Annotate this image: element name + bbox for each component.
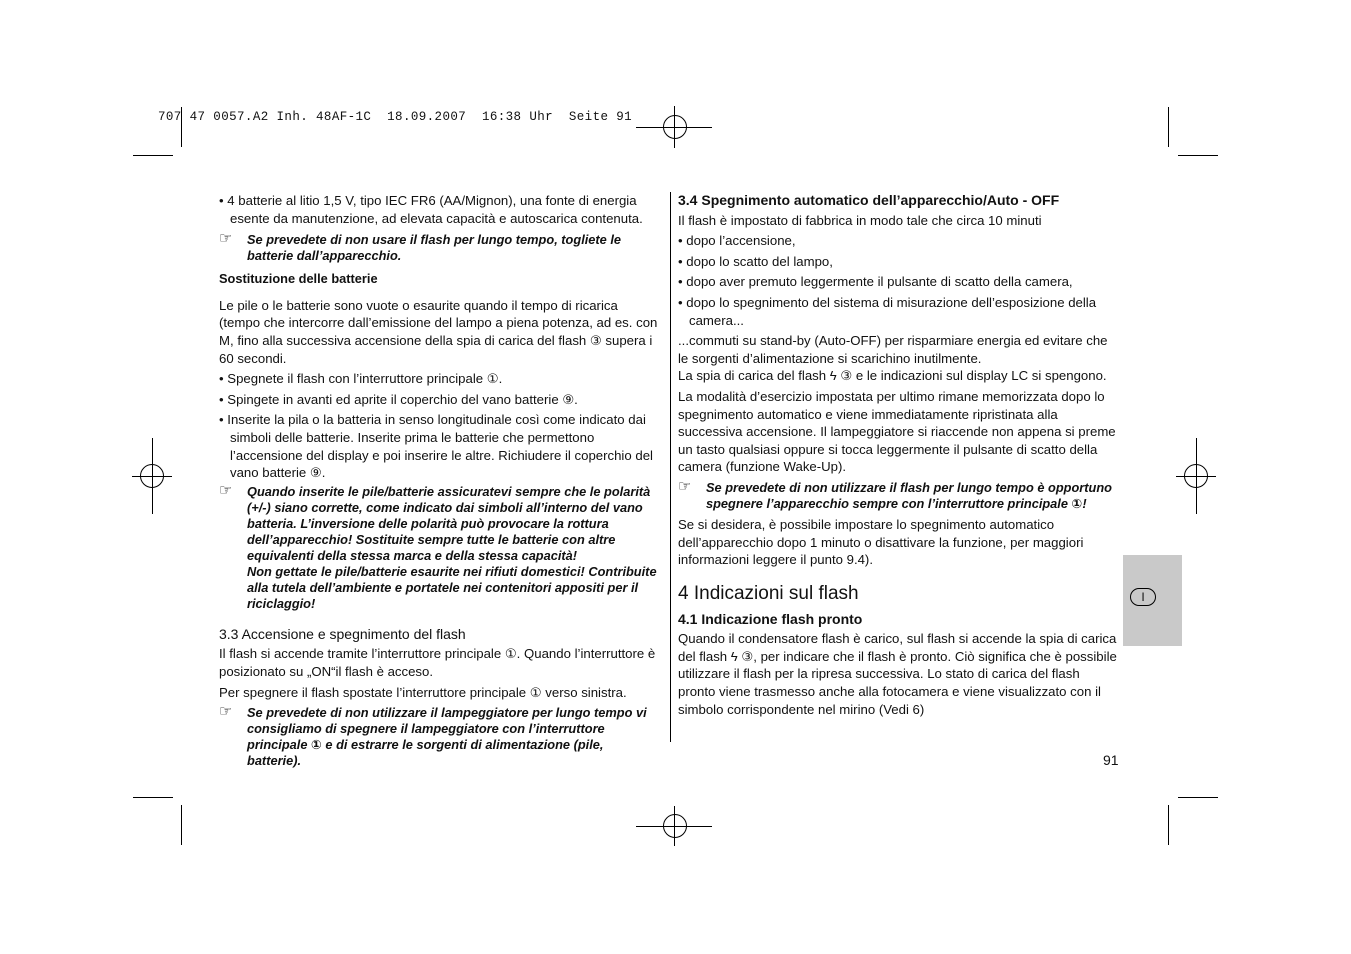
- note-block: [219, 232, 659, 264]
- paragraph: Le pile o le batterie sono vuote o esaurite quando il tempo di ricarica (tempo che intercorre dall’emissione del lampo a piena potenza, ad es. con M, fino alla successiva accensione della spia di carica del flash ③ supera i 60 secondi.: [219, 297, 658, 366]
- crop-mark: [133, 797, 173, 798]
- section-heading: 3.4 Spegnimento automatico dell’apparecchio/Auto - OFF: [678, 192, 1060, 208]
- bullet-item: • dopo aver premuto leggermente il pulsante di scatto della camera,: [678, 274, 1073, 290]
- crop-mark: [133, 155, 173, 156]
- registration-line: [674, 806, 675, 846]
- paragraph: Il flash è impostato di fabbrica in modo tale che circa 10 minuti: [678, 212, 1042, 228]
- pointing-hand-icon: ☞: [219, 230, 233, 248]
- note-text: Se prevedete di non utilizzare il flash per lungo tempo è opportuno spegnere l’apparecchio sempre con l’interruttore principale ①!: [706, 479, 1112, 511]
- section-heading: 4.1 Indicazione flash pronto: [678, 610, 863, 627]
- subheading: Sostituzione delle batterie: [219, 271, 378, 287]
- crop-mark: [181, 805, 182, 845]
- pointing-hand-icon: ☞: [219, 703, 233, 721]
- crop-mark: [1168, 107, 1169, 147]
- pointing-hand-icon: ☞: [219, 481, 233, 499]
- paragraph: ...commuti su stand-by (Auto-OFF) per risparmiare energia ed evitare che le sorgenti d’alimentazione si scarichino inutilmente.: [678, 333, 1108, 366]
- paragraph: La spia di carica del flash ϟ ③ e le indicazioni sul display LC si spengono.: [678, 368, 1107, 384]
- crop-mark: [1178, 797, 1218, 798]
- bullet-item: • dopo lo spegnimento del sistema di misurazione dell’esposizione della camera...: [678, 294, 1097, 328]
- registration-line: [674, 106, 675, 148]
- crop-mark: [1168, 805, 1169, 845]
- registration-line: [152, 438, 153, 514]
- right-column: [678, 192, 1118, 718]
- registration-line: [1196, 438, 1197, 514]
- bullet-item: • dopo l’accensione,: [678, 233, 796, 249]
- chapter-heading: 4 Indicazioni sul flash: [678, 582, 859, 604]
- bullet-item: • Inserite la pila o la batteria in senso longitudinale così come indicato dai simboli delle batterie. Inserite prima le batterie che permettono l’accensione del display e poi inserire le altre. Richiudere il coperchio del vano batterie ⑨.: [219, 412, 653, 481]
- page-number: 91: [1103, 752, 1119, 768]
- note-block: [219, 705, 659, 769]
- paragraph: Il flash si accende tramite l’interruttore principale ①. Quando l’interruttore è posizionato su „ON“il flash è acceso.: [219, 646, 656, 679]
- language-tab-label: I: [1130, 588, 1156, 606]
- paragraph: La modalità d’esercizio impostata per ultimo rimane memorizzata dopo lo spegnimento automatico e viene immediatamente ripristinata alla successiva accensione. Il lampeggiatore si riaccende non appena si preme un tasto qualsiasi oppure si tocca leggermente il pulsante di scatto della camera (funzione Wake-Up).: [678, 388, 1116, 475]
- note-block: [219, 481, 659, 612]
- bullet-item: • 4 batterie al litio 1,5 V, tipo IEC FR6 (AA/Mignon), una fonte di energia esente da manutenzione, ad elevata capacità e autoscarica contenuta.: [219, 193, 643, 226]
- pointing-hand-icon: ☞: [678, 477, 692, 495]
- bullet-item: • dopo lo scatto del lampo,: [678, 253, 833, 269]
- print-slug: 707 47 0057.A2 Inh. 48AF-1C 18.09.2007 16:38 Uhr Seite 91: [158, 110, 633, 124]
- note-text: Se prevedete di non utilizzare il lampeggiatore per lungo tempo vi consigliamo di spegnere il lampeggiatore con l’interruttore principale ① e di estrarre le sorgenti di alimentazione (pile, batterie).: [247, 705, 647, 769]
- column-divider: [670, 192, 671, 742]
- paragraph: Quando il condensatore flash è carico, sul flash si accende la spia di carica del flash ϟ ③, per indicare che il flash è pronto. Ciò significa che è possibile utilizzare il flash per la ripresa successiva. Lo stato di carica del flash pronto viene trasmesso anche alla fotocamera e viene visualizzato con il simbolo corrispondente nel mirino (Vedi 6): [678, 631, 1117, 717]
- paragraph: Per spegnere il flash spostate l’interruttore principale ① verso sinistra.: [219, 684, 627, 700]
- note-text: Se prevedete di non usare il flash per lungo tempo, togliete le batterie dall’apparecchio.: [247, 232, 622, 264]
- note-block: [678, 477, 1118, 512]
- left-column: [219, 192, 659, 769]
- section-heading: 3.3 Accensione e spegnimento del flash: [219, 625, 466, 642]
- paragraph: Se si desidera, è possibile impostare lo spegnimento automatico dell’apparecchio dopo 1 minuto o disattivare la funzione, per maggiori informazioni leggere il punto 9.4).: [678, 516, 1084, 568]
- bullet-item: • Spingete in avanti ed aprite il coperchio del vano batterie ⑨.: [219, 391, 578, 407]
- crop-mark: [1178, 155, 1218, 156]
- note-text: Non gettate le pile/batterie esaurite nei rifiuti domestici! Contribuite alla tutela dell’ambiente e portatele nei contenitori appositi per il riciclaggio!: [247, 563, 657, 611]
- note-text: Quando inserite le pile/batterie assicuratevi sempre che le polarità (+/-) siano corrette, come indicato dai simboli all’interno del vano batteria. L’inversione delle polarità può provocare la rottura dell’apparecchio! Sostituite sempre tutte le batterie con altre equivalenti della stessa marca e della stessa capacità!: [247, 483, 651, 563]
- bullet-item: • Spegnete il flash con l’interruttore principale ①.: [219, 371, 503, 387]
